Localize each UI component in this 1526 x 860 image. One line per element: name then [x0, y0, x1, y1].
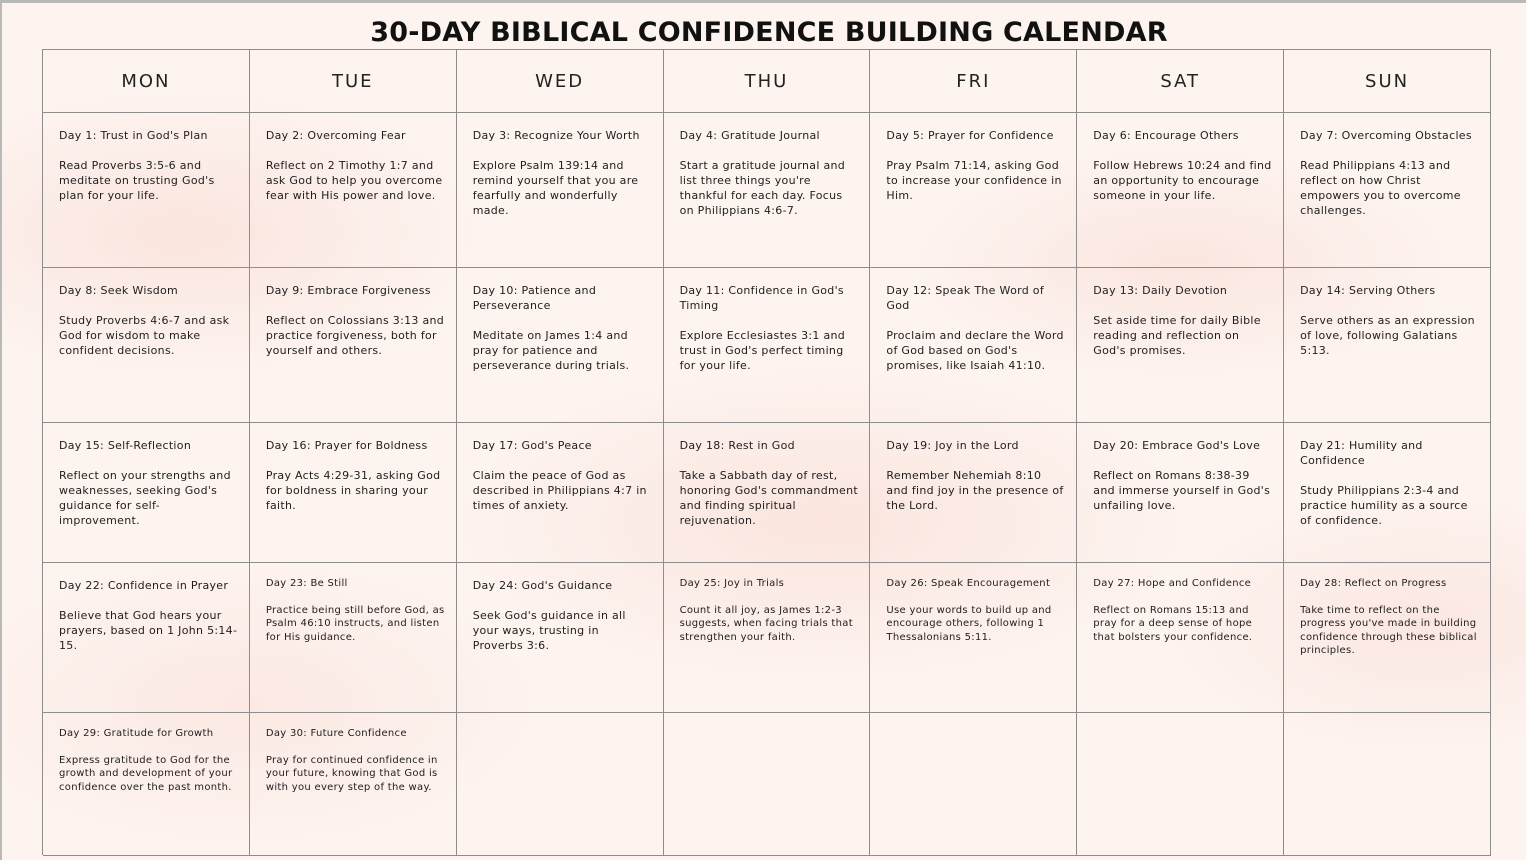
day-description: Pray Psalm 71:14, asking God to increase your confidence in Him.: [886, 159, 1062, 202]
day-title: Day 8: Seek Wisdom: [59, 284, 179, 297]
day-description: Read Philippians 4:13 and reflect on how Christ empowers you to overcome challenges.: [1300, 159, 1461, 217]
day-description: Believe that God hears your prayers, based on 1 John 5:14-15.: [59, 609, 238, 652]
day-cell-16: [250, 423, 457, 563]
day-description: Reflect on your strengths and weaknesses, seeking God's guidance for self-improvement.: [59, 469, 231, 527]
page-title: 30-DAY BIBLICAL CONFIDENCE BUILDING CALENDAR: [370, 17, 1168, 48]
calendar-grid: [42, 49, 1491, 855]
day-title: Day 14: Serving Others: [1300, 284, 1436, 297]
day-title: Day 30: Future Confidence: [265, 728, 407, 739]
day-cell-30: [250, 713, 457, 856]
day-cell-14: [1284, 268, 1491, 423]
day-title: Day 6: Encourage Others: [1093, 129, 1239, 142]
day-cell-2: [250, 113, 457, 268]
day-title: Day 15: Self-Reflection: [59, 439, 192, 452]
day-title: Day 4: Gratitude Journal: [679, 129, 820, 142]
day-description: Set aside time for daily Bible reading and reflection on God's promises.: [1093, 314, 1261, 357]
day-cell-11: [664, 268, 871, 423]
day-cell-12: [870, 268, 1077, 423]
day-title: Day 28: Reflect on Progress: [1300, 578, 1447, 589]
empty-cell: [1284, 713, 1491, 856]
day-cell-3: [457, 113, 664, 268]
day-title: Day 23: Be Still: [265, 578, 348, 589]
day-title: Day 12: Speak The Word of God: [886, 284, 1045, 312]
day-title: Day 11: Confidence in God's Timing: [679, 284, 844, 312]
day-cell-22: [43, 563, 250, 713]
day-description: Reflect on Colossians 3:13 and practice forgiveness, both for yourself and others.: [265, 314, 445, 357]
day-cell-28: [1284, 563, 1491, 713]
day-title: Day 25: Joy in Trials: [679, 578, 785, 589]
day-title: Day 29: Gratitude for Growth: [59, 728, 214, 739]
day-cell-5: [870, 113, 1077, 268]
empty-cell: [457, 713, 664, 856]
day-title: Day 7: Overcoming Obstacles: [1300, 129, 1472, 142]
day-description: Explore Psalm 139:14 and remind yourself that you are fearfully and wonderfully made.: [472, 159, 639, 217]
day-title: Day 26: Speak Encouragement: [886, 578, 1051, 589]
day-description: Reflect on Romans 8:38-39 and immerse yourself in God's unfailing love.: [1093, 469, 1271, 512]
day-description: Take time to reflect on the progress you've made in building confidence through these biblical principles.: [1300, 604, 1477, 656]
day-cell-15: [43, 423, 250, 563]
day-description: Reflect on Romans 15:13 and pray for a deep sense of hope that bolsters your confidence.: [1093, 604, 1253, 643]
day-title: Day 24: God's Guidance: [472, 579, 613, 592]
day-cell-26: [870, 563, 1077, 713]
day-title: Day 16: Prayer for Boldness: [265, 439, 428, 452]
day-title: Day 9: Embrace Forgiveness: [265, 284, 431, 297]
day-title: Day 20: Embrace God's Love: [1093, 439, 1261, 452]
day-description: Practice being still before God, as Psalm 46:10 instructs, and listen for His guidance.: [265, 604, 445, 643]
calendar-page: [2, 3, 1526, 860]
day-description: Take a Sabbath day of rest, honoring God's commandment and finding spiritual rejuvenation.: [679, 469, 858, 527]
day-description: Seek God's guidance in all your ways, trusting in Proverbs 3:6.: [472, 609, 626, 652]
day-cell-6: [1077, 113, 1284, 268]
day-title: Day 17: God's Peace: [472, 439, 592, 452]
weekday-header-sat: SAT: [1077, 50, 1284, 113]
day-cell-13: [1077, 268, 1284, 423]
day-description: Study Proverbs 4:6-7 and ask God for wisdom to make confident decisions.: [59, 314, 230, 357]
weekday-header-thu: THU: [664, 50, 871, 113]
day-cell-25: [664, 563, 871, 713]
day-title: Day 5: Prayer for Confidence: [886, 129, 1054, 142]
weekday-header-tue: TUE: [250, 50, 457, 113]
day-description: Explore Ecclesiastes 3:1 and trust in God's perfect timing for your life.: [679, 329, 846, 372]
day-title: Day 22: Confidence in Prayer: [59, 579, 229, 592]
day-cell-9: [250, 268, 457, 423]
day-cell-21: [1284, 423, 1491, 563]
day-cell-24: [457, 563, 664, 713]
day-title: Day 21: Humility and Confidence: [1300, 439, 1423, 467]
weekday-header-fri: FRI: [870, 50, 1077, 113]
day-description: Study Philippians 2:3-4 and practice humility as a source of confidence.: [1300, 484, 1468, 527]
day-description: Pray Acts 4:29-31, asking God for boldness in sharing your faith.: [265, 469, 441, 512]
day-title: Day 13: Daily Devotion: [1093, 284, 1228, 297]
day-title: Day 2: Overcoming Fear: [265, 129, 406, 142]
day-cell-17: [457, 423, 664, 563]
day-title: Day 10: Patience and Perseverance: [472, 284, 597, 312]
day-title: Day 27: Hope and Confidence: [1093, 578, 1252, 589]
day-cell-4: [664, 113, 871, 268]
day-description: Reflect on 2 Timothy 1:7 and ask God to help you overcome fear with His power and love.: [265, 159, 443, 202]
weekday-header-wed: WED: [457, 50, 664, 113]
day-description: Use your words to build up and encourage others, following 1 Thessalonians 5:11.: [886, 604, 1052, 643]
day-description: Pray for continued confidence in your future, knowing that God is with you every step of the way.: [265, 754, 438, 793]
empty-cell: [664, 713, 871, 856]
day-description: Remember Nehemiah 8:10 and find joy in the presence of the Lord.: [886, 469, 1064, 512]
day-cell-8: [43, 268, 250, 423]
day-cell-23: [250, 563, 457, 713]
day-description: Start a gratitude journal and list three things you're thankful for each day. Focus on Philippians 4:6-7.: [679, 159, 846, 217]
empty-cell: [870, 713, 1077, 856]
weekday-header-sun: SUN: [1284, 50, 1491, 113]
day-title: Day 1: Trust in God's Plan: [59, 129, 208, 142]
day-description: Claim the peace of God as described in Philippians 4:7 in times of anxiety.: [472, 469, 647, 512]
day-description: Proclaim and declare the Word of God based on God's promises, like Isaiah 41:10.: [886, 329, 1064, 372]
empty-cell: [1077, 713, 1284, 856]
day-title: Day 19: Joy in the Lord: [886, 439, 1019, 452]
day-description: Count it all joy, as James 1:2-3 suggests, when facing trials that strengthen your faith.: [679, 604, 853, 643]
day-cell-29: [43, 713, 250, 856]
day-description: Express gratitude to God for the growth and development of your confidence over the past month.: [59, 754, 233, 793]
day-cell-1: [43, 113, 250, 268]
day-cell-19: [870, 423, 1077, 563]
weekday-header-mon: MON: [43, 50, 250, 113]
day-description: Read Proverbs 3:5-6 and meditate on trusting God's plan for your life.: [59, 159, 215, 202]
day-title: Day 18: Rest in God: [679, 439, 795, 452]
day-description: Meditate on James 1:4 and pray for patience and perseverance during trials.: [472, 329, 630, 372]
day-description: Serve others as an expression of love, following Galatians 5:13.: [1300, 314, 1475, 357]
day-cell-18: [664, 423, 871, 563]
day-description: Follow Hebrews 10:24 and find an opportunity to encourage someone in your life.: [1093, 159, 1272, 202]
day-title: Day 3: Recognize Your Worth: [472, 129, 640, 142]
day-cell-27: [1077, 563, 1284, 713]
day-cell-7: [1284, 113, 1491, 268]
day-cell-20: [1077, 423, 1284, 563]
day-cell-10: [457, 268, 664, 423]
